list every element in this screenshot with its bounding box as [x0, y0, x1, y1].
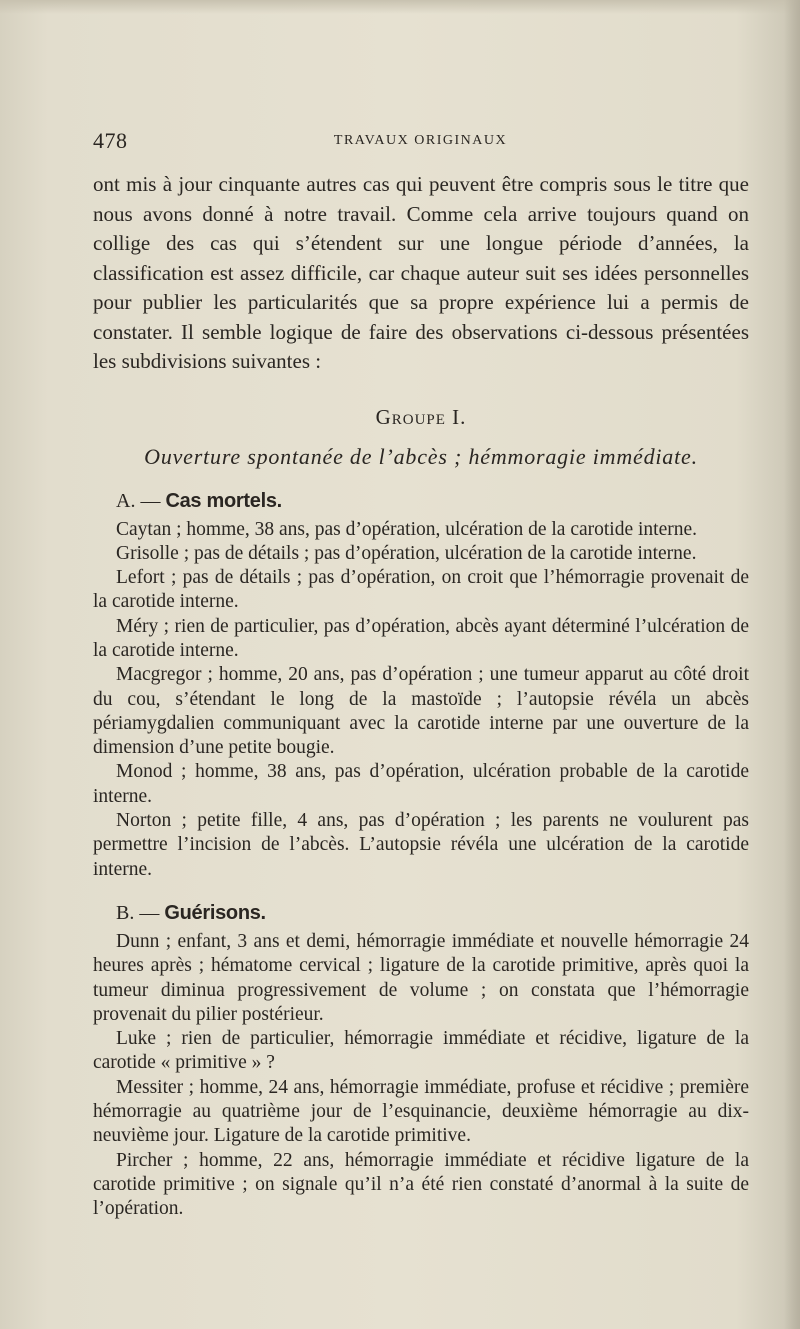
section-b-title: Guérisons. [164, 901, 266, 924]
case-entry: Lefort ; pas de détails ; pas d’opération, on croit que l’hémorragie provenait de la carotide interne. [93, 567, 749, 613]
group-title: Groupe I. [375, 404, 467, 429]
page-body [93, 170, 749, 1222]
group-subtitle: Ouverture spontanée de l’abcès ; hémmoragie immédiate. [144, 443, 698, 469]
case-entry: Dunn ; enfant, 3 ans et demi, hémorragie immédiate et nouvelle hémorragie 24 heures après ; hématome cervical ; ligature de la carotide primitive, après quoi la tumeur diminua progressivement de volume ; on constata que l’hémorragie provenait du pilier postérieur. [93, 930, 749, 1025]
page-header [93, 128, 753, 158]
case-entry: Luke ; rien de particulier, hémorragie immédiate et récidive, ligature de la carotide « primitive » ? [93, 1028, 749, 1074]
case-entry: Macgregor ; homme, 20 ans, pas d’opération ; une tumeur apparut au côté droit du cou, s’étendant le long de la mastoïde ; l’autopsie révéla un abcès périamygdalien communiquant avec la carotide interne par une ouverture de la dimension d’une petite bougie. [93, 664, 749, 759]
section-a-label: A. — [116, 489, 161, 512]
section-b-label: B. — [116, 901, 160, 924]
case-entry: Grisolle ; pas de détails ; pas d’opération, ulcération de la carotide interne. [116, 542, 697, 564]
page-number: 478 [93, 128, 128, 153]
case-entry: Méry ; rien de particulier, pas d’opération, abcès ayant déterminé l’ulcération de la carotide interne. [93, 615, 749, 661]
section-b-heading [93, 898, 749, 928]
case-entry: Norton ; petite fille, 4 ans, pas d’opération ; les parents ne voulurent pas permettre l’incision de l’abcès. L’autopsie révéla une ulcération de la carotide interne. [93, 810, 749, 880]
section-a-entries [93, 518, 749, 882]
section-a-heading [93, 486, 749, 516]
case-entry: Messiter ; homme, 24 ans, hémorragie immédiate, profuse et récidive ; première hémorragie au quatrième jour de l’esquinancie, deuxième hémorragie au dix-neuvième jour. Ligature de la carotide primitive. [93, 1076, 749, 1147]
intro-paragraph: ont mis à jour cinquante autres cas qui peuvent être compris sous le titre que nous avons donné à notre travail. Comme cela arrive toujours quand on collige des cas qui s’étendent sur une longue période d’années, la classification est assez difficile, car chaque auteur suit ses idées personnelles pour publier les particularités que sa propre expérience lui a permis de constater. Il semble logique de faire des observations ci-dessous présentées les subdivisions suivantes : [93, 172, 749, 373]
case-entry: Caytan ; homme, 38 ans, pas d’opération, ulcération de la carotide interne. [116, 518, 698, 540]
case-entry: Monod ; homme, 38 ans, pas d’opération, ulcération probable de la carotide interne. [93, 761, 749, 807]
section-a-title: Cas mortels. [165, 489, 282, 512]
running-head: TRAVAUX ORIGINAUX [333, 133, 508, 148]
case-entry: Pircher ; homme, 22 ans, hémorragie immédiate et récidive ligature de la carotide primitive ; on signale qu’il n’a été rien constaté d’anormal à la suite de l’opération. [93, 1149, 749, 1220]
section-b-entries [93, 930, 749, 1222]
